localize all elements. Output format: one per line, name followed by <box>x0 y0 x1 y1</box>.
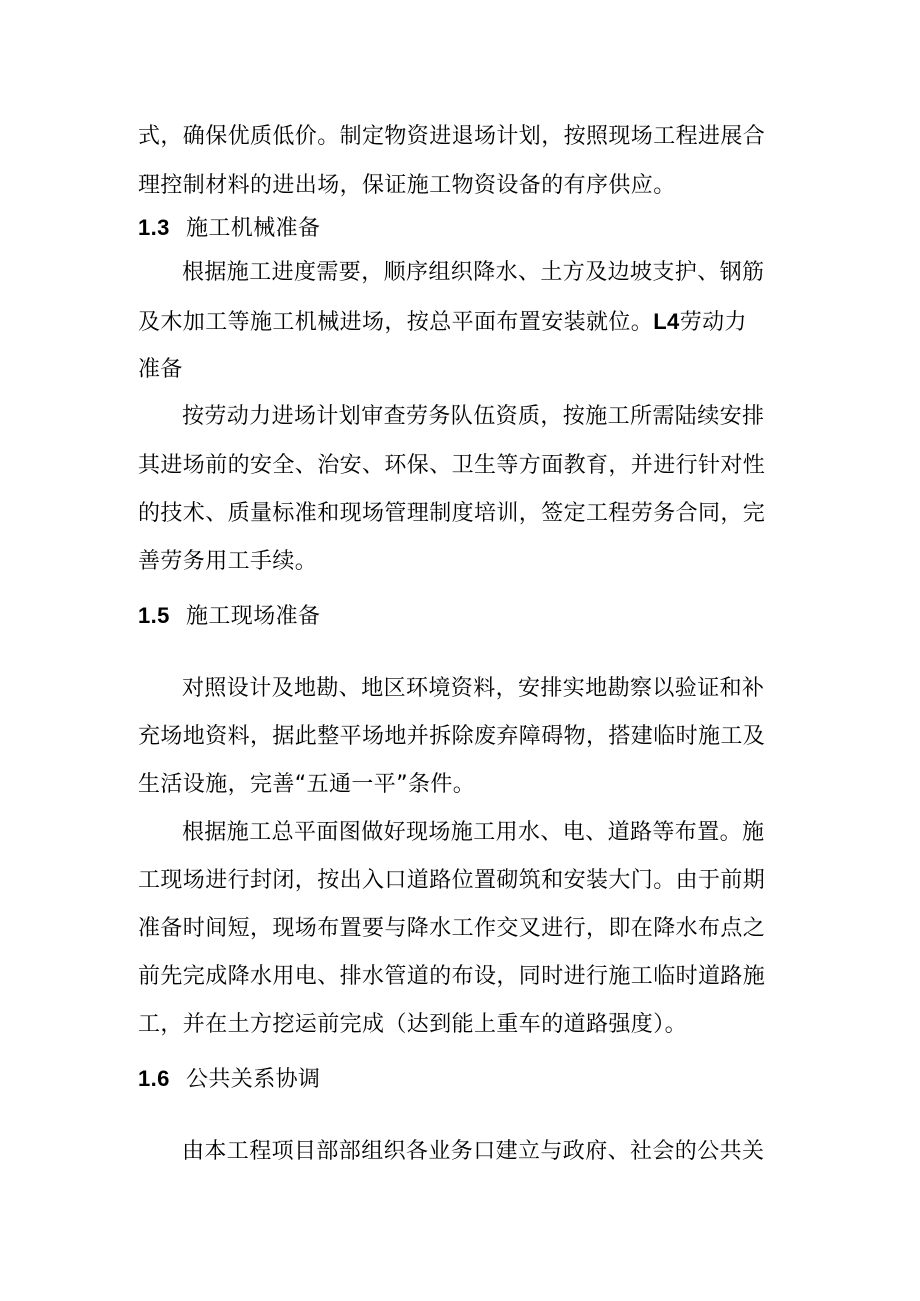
section-heading-1-3 <box>138 213 320 244</box>
body-text-line: 根据施工进度需要，顺序组织降水、土方及边坡支护、钢筋 <box>182 260 765 285</box>
body-text-line: 根据施工总平面图做好现场施工用水、电、道路等布置。施 <box>182 820 765 845</box>
section-title: 施工机械准备 <box>186 216 321 241</box>
body-text-line: 善劳务用工手续。 <box>138 549 318 574</box>
inline-section-title: 劳动力 <box>679 310 747 335</box>
section-number: 1.5 <box>138 603 170 628</box>
section-number: 1.6 <box>138 1066 170 1091</box>
body-text-line: 工，并在土方挖运前完成（达到能上重车的道路强度）。 <box>138 1012 688 1037</box>
section-title: 施工现场准备 <box>186 604 321 629</box>
body-text-line: 生活设施，完善“五通一平”条件。 <box>138 772 476 797</box>
body-text-line: 工现场进行封闭，按出入口道路位置砌筑和安装大门。由于前期 <box>138 868 766 893</box>
body-text-line: 按劳动力进场计划审查劳务队伍资质，按施工所需陆续安排 <box>182 404 765 429</box>
body-text-line: 的技术、质量标准和现场管理制度培训，签定工程劳务合同，完 <box>138 501 766 526</box>
body-text-segment: 及木加工等施工机械进场，按总平面布置安装就位。 <box>138 310 654 335</box>
section-heading-1-5 <box>138 601 320 632</box>
body-text-line: 由本工程项目部部组织各业务口建立与政府、社会的公共关 <box>182 1139 765 1164</box>
body-text-line: 准备时间短，现场布置要与降水工作交叉进行，即在降水布点之 <box>138 916 766 941</box>
inline-section-number: L4 <box>653 309 680 334</box>
body-text-line: 准备 <box>138 357 183 382</box>
body-text-line: 对照设计及地勘、地区环境资料，安排实地勘察以验证和补 <box>182 676 765 701</box>
body-text-line: 其进场前的安全、治安、环保、卫生等方面教育，并进行针对性 <box>138 453 766 478</box>
section-number: 1.3 <box>138 215 170 240</box>
body-text-line: 式，确保优质低价。制定物资进退场计划，按照现场工程进展合 <box>138 124 766 149</box>
body-text-line: 理控制材料的进出场，保证施工物资设备的有序供应。 <box>138 173 676 198</box>
section-title: 公共关系协调 <box>186 1067 321 1092</box>
body-text-line: 充场地资料，据此整平场地并拆除废弃障碍物，搭建临时施工及 <box>138 724 766 749</box>
section-heading-1-6 <box>138 1064 320 1095</box>
body-text-line-with-heading <box>138 307 747 338</box>
body-text-line: 前先完成降水用电、排水管道的布设，同时进行施工临时道路施 <box>138 964 766 989</box>
